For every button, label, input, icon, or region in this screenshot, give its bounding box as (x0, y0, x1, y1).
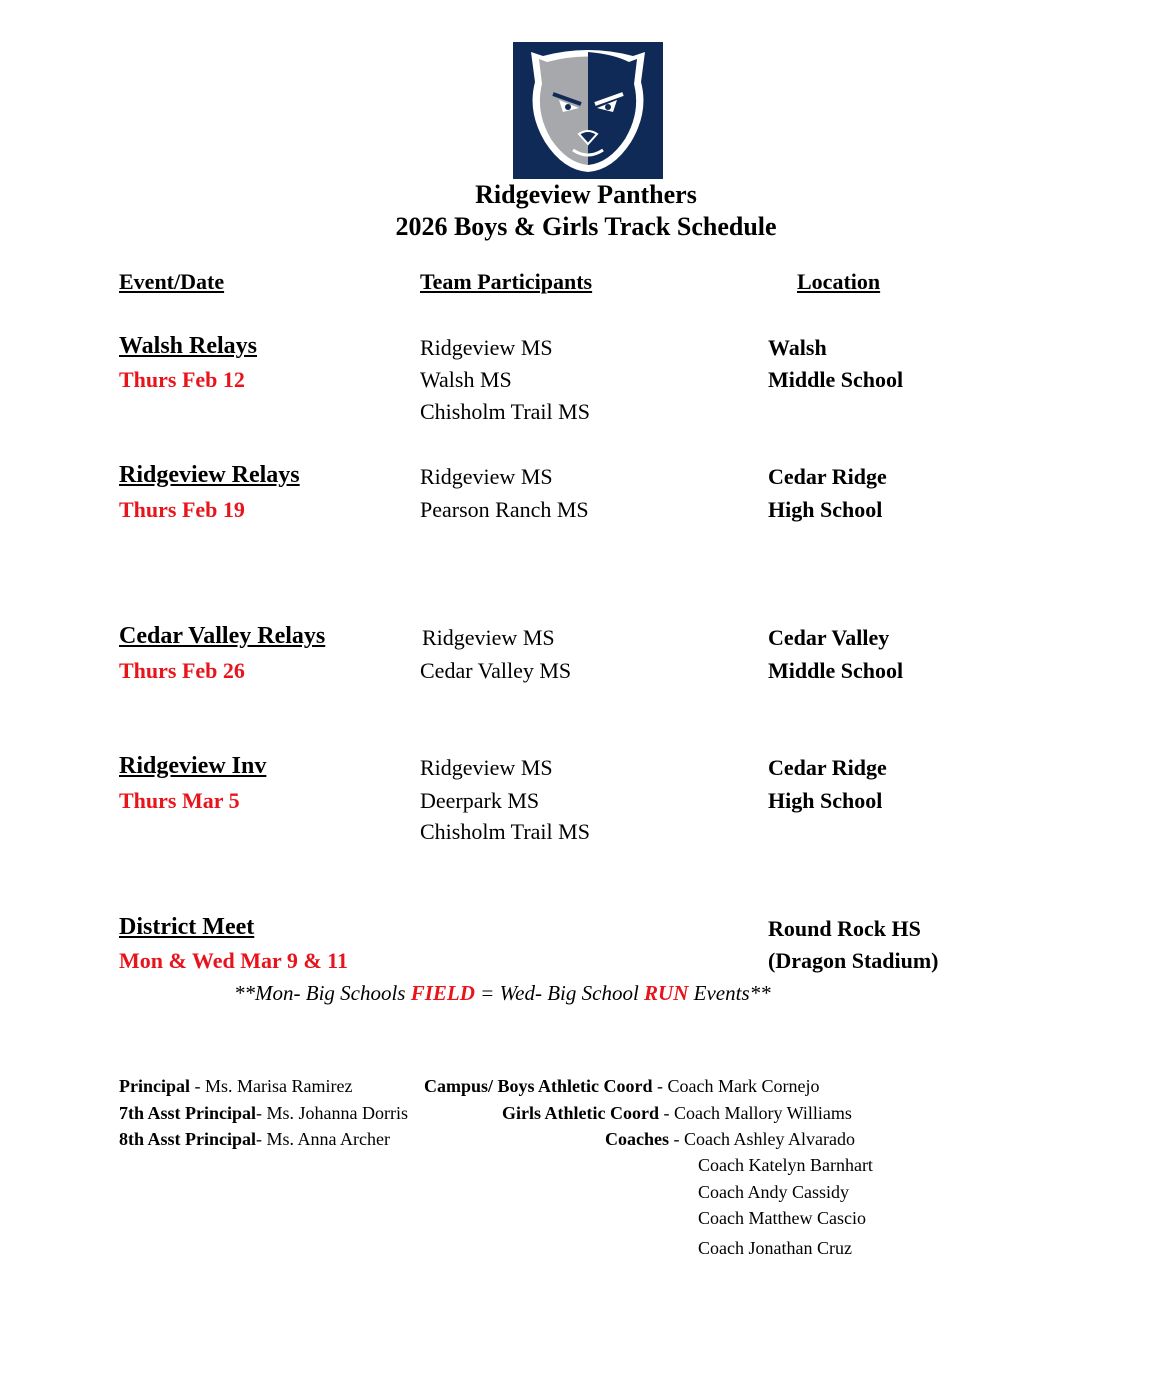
meet-date: Thurs Feb 26 (119, 658, 245, 683)
meet-date: Thurs Mar 5 (119, 788, 240, 813)
staff-name: - Ms. Anna Archer (256, 1129, 390, 1149)
staff-name: - Coach Mark Cornejo (652, 1076, 820, 1096)
district-note (234, 981, 771, 1006)
team-participant: Pearson Ranch MS (420, 497, 589, 522)
team-participant: Walsh MS (420, 367, 512, 392)
district-note-part2: = Wed- Big School (474, 981, 645, 1005)
team-participant: Ridgeview MS (422, 625, 555, 650)
district-note-field: FIELD (410, 981, 475, 1005)
staff-role: 7th Asst Principal (119, 1103, 257, 1123)
district-note-part1: **Mon- Big Schools (234, 981, 411, 1005)
coach-name: Coach Jonathan Cruz (698, 1238, 852, 1258)
staff-name: - Ms. Johanna Dorris (256, 1103, 408, 1123)
meet-location: (Dragon Stadium) (768, 948, 939, 973)
schedule-title: 2026 Boys & Girls Track Schedule (395, 212, 777, 241)
column-header-location: Location (797, 269, 881, 294)
team-participant: Ridgeview MS (420, 755, 553, 780)
meet-location: High School (768, 497, 883, 522)
meet-location: High School (768, 788, 883, 813)
meet-location: Middle School (768, 367, 904, 392)
staff-role: Campus/ Boys Athletic Coord (424, 1076, 653, 1096)
meet-location: Middle School (768, 658, 904, 683)
meet-location: Cedar Ridge (768, 755, 887, 780)
coach-name: - Coach Ashley Alvarado (669, 1129, 855, 1149)
staff-role: Coaches (605, 1129, 669, 1149)
team-participant: Chisholm Trail MS (420, 819, 590, 844)
team-participant: Deerpark MS (420, 788, 540, 813)
staff-role: Principal (119, 1076, 190, 1096)
team-participant: Ridgeview MS (420, 464, 553, 489)
meet-date: Thurs Feb 12 (119, 367, 245, 392)
meet-location: Cedar Ridge (768, 464, 887, 489)
meet-location: Walsh (768, 335, 827, 360)
staff-name: - Coach Mallory Williams (658, 1103, 852, 1123)
staff-principal (119, 1076, 352, 1097)
staff-role: Girls Athletic Coord (502, 1103, 659, 1123)
team-participant: Chisholm Trail MS (420, 399, 590, 424)
district-note-run: RUN (644, 981, 689, 1005)
staff-asst8 (119, 1129, 390, 1150)
column-header-event: Event/Date (119, 269, 225, 294)
meet-location: Cedar Valley (768, 625, 890, 650)
coach-name: Coach Andy Cassidy (698, 1182, 849, 1202)
staff-girls-coord (502, 1103, 852, 1124)
district-note-part3: Events** (688, 981, 771, 1005)
staff-campus-coord (424, 1076, 819, 1097)
team-participant: Ridgeview MS (420, 335, 553, 360)
coach-name: Coach Matthew Cascio (698, 1208, 866, 1228)
staff-role: 8th Asst Principal (119, 1129, 257, 1149)
panther-logo (513, 42, 663, 179)
staff-asst7 (119, 1103, 408, 1124)
meet-name: District Meet (119, 914, 255, 940)
meet-date: Thurs Feb 19 (119, 497, 245, 522)
column-header-teams: Team Participants (420, 269, 593, 294)
school-name: Ridgeview Panthers (475, 180, 697, 209)
meet-name: Walsh Relays (119, 333, 258, 359)
meet-name: Ridgeview Relays (119, 462, 300, 488)
meet-location: Round Rock HS (768, 916, 921, 941)
staff-name: - Ms. Marisa Ramirez (190, 1076, 353, 1096)
coach-name: Coach Katelyn Barnhart (698, 1155, 873, 1175)
meet-name: Cedar Valley Relays (119, 623, 326, 649)
team-participant: Cedar Valley MS (420, 658, 572, 683)
meet-name: Ridgeview Inv (119, 753, 267, 779)
staff-coaches (605, 1129, 855, 1150)
meet-date: Mon & Wed Mar 9 & 11 (119, 948, 348, 973)
